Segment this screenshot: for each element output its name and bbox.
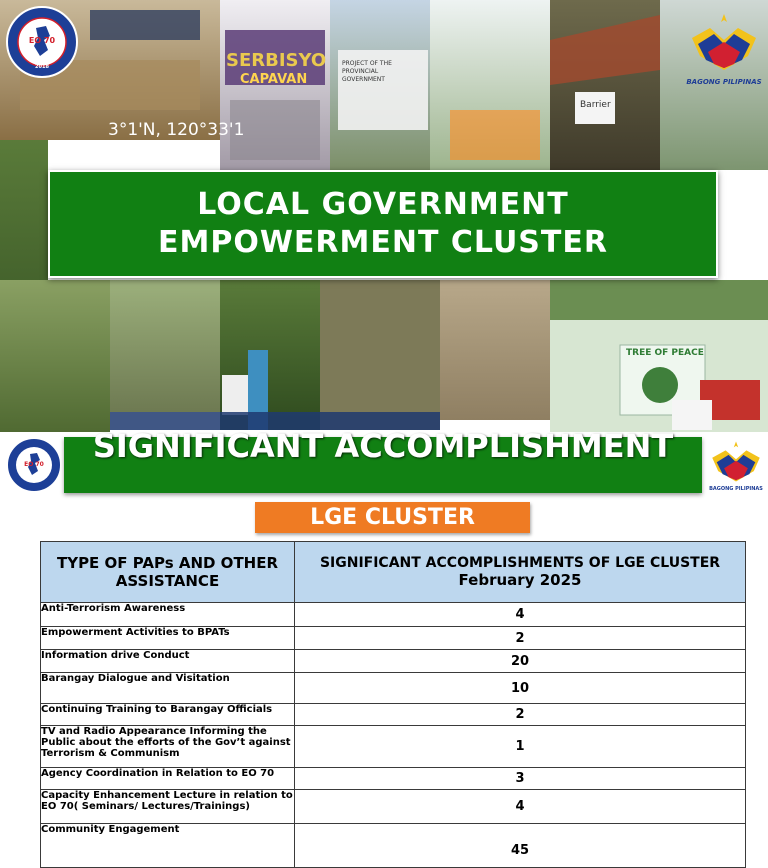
table-row bbox=[41, 824, 746, 868]
table-row bbox=[41, 768, 746, 790]
row-value: 45 bbox=[295, 824, 746, 868]
row-label: TV and Radio Appearance Informing the Public about the efforts of the Gov’t against Terrorism & Communism bbox=[41, 726, 295, 768]
photo-text-project-sign: PROJECT OF THE PROVINCIAL GOVERNMENT bbox=[342, 60, 392, 83]
row-value: 3 bbox=[295, 768, 746, 790]
bagong-pilipinas-logo-small bbox=[706, 440, 766, 496]
photo-text-serbisyo: SERBISYO bbox=[226, 50, 327, 71]
row-label: Continuing Training to Barangay Officials bbox=[41, 704, 295, 726]
row-value: 4 bbox=[295, 790, 746, 824]
bagong-pilipinas-text: BAGONG PILIPINAS bbox=[686, 78, 762, 86]
section-title: SIGNIFICANT ACCOMPLISHMENT bbox=[92, 427, 674, 465]
bagong-pilipinas-small-text: BAGONG PILIPINAS bbox=[709, 486, 763, 492]
accomplishment-table bbox=[40, 541, 746, 868]
row-label: Agency Coordination in Relation to EO 70 bbox=[41, 768, 295, 790]
header-accomplishments bbox=[295, 542, 746, 603]
cluster-title-line-1: LOCAL GOVERNMENT bbox=[197, 187, 569, 222]
cluster-title-line-2: EMPOWERMENT CLUSTER bbox=[158, 225, 608, 260]
table-row bbox=[41, 603, 746, 627]
eo70-seal-year: 2018 bbox=[35, 64, 49, 70]
eo70-seal-text: EO 70 bbox=[28, 36, 56, 45]
header-month: February 2025 bbox=[458, 571, 582, 589]
photo-text-coords: 3°1'N, 120°33'1 bbox=[108, 120, 245, 140]
row-label: Barangay Dialogue and Visitation bbox=[41, 673, 295, 704]
eo70-seal-logo bbox=[6, 6, 78, 78]
header-accomplishments-label: SIGNIFICANT ACCOMPLISHMENTS OF LGE CLUSTER bbox=[319, 555, 721, 571]
row-value: 2 bbox=[295, 704, 746, 726]
photo-text-tree-of-peace: TREE OF PEACE bbox=[626, 348, 704, 358]
table-row bbox=[41, 726, 746, 768]
row-label: Information drive Conduct bbox=[41, 650, 295, 673]
eo70-seal-logo-small bbox=[6, 437, 62, 493]
row-value: 20 bbox=[295, 650, 746, 673]
table-header-row bbox=[41, 542, 746, 603]
table-row bbox=[41, 704, 746, 726]
bagong-pilipinas-logo bbox=[684, 10, 764, 90]
row-value: 10 bbox=[295, 673, 746, 704]
row-label: Capacity Enhancement Lecture in relation to EO 70( Seminars/ Lectures/Trainings) bbox=[41, 790, 295, 824]
row-label: Empowerment Activities to BPATs bbox=[41, 627, 295, 650]
row-label: Anti-Terrorism Awareness bbox=[41, 603, 295, 627]
table-row bbox=[41, 790, 746, 824]
eo70-seal-small-text: EO 70 bbox=[24, 461, 44, 468]
row-label: Community Engagement bbox=[41, 824, 295, 868]
photo-text-barrier: Barrier bbox=[580, 100, 611, 110]
row-value: 1 bbox=[295, 726, 746, 768]
header-paps-type: TYPE OF PAPs AND OTHER ASSISTANCE bbox=[41, 542, 295, 603]
photo-text-accuracy: accuracy 4m bbox=[120, 146, 204, 161]
cluster-title-banner bbox=[48, 170, 718, 278]
photo-text-capavan: CAPAVAN bbox=[240, 72, 308, 87]
lge-cluster-badge: LGE CLUSTER bbox=[255, 502, 530, 533]
row-value: 4 bbox=[295, 603, 746, 627]
table-row bbox=[41, 650, 746, 673]
table-row bbox=[41, 627, 746, 650]
table-row bbox=[41, 673, 746, 704]
row-value: 2 bbox=[295, 627, 746, 650]
